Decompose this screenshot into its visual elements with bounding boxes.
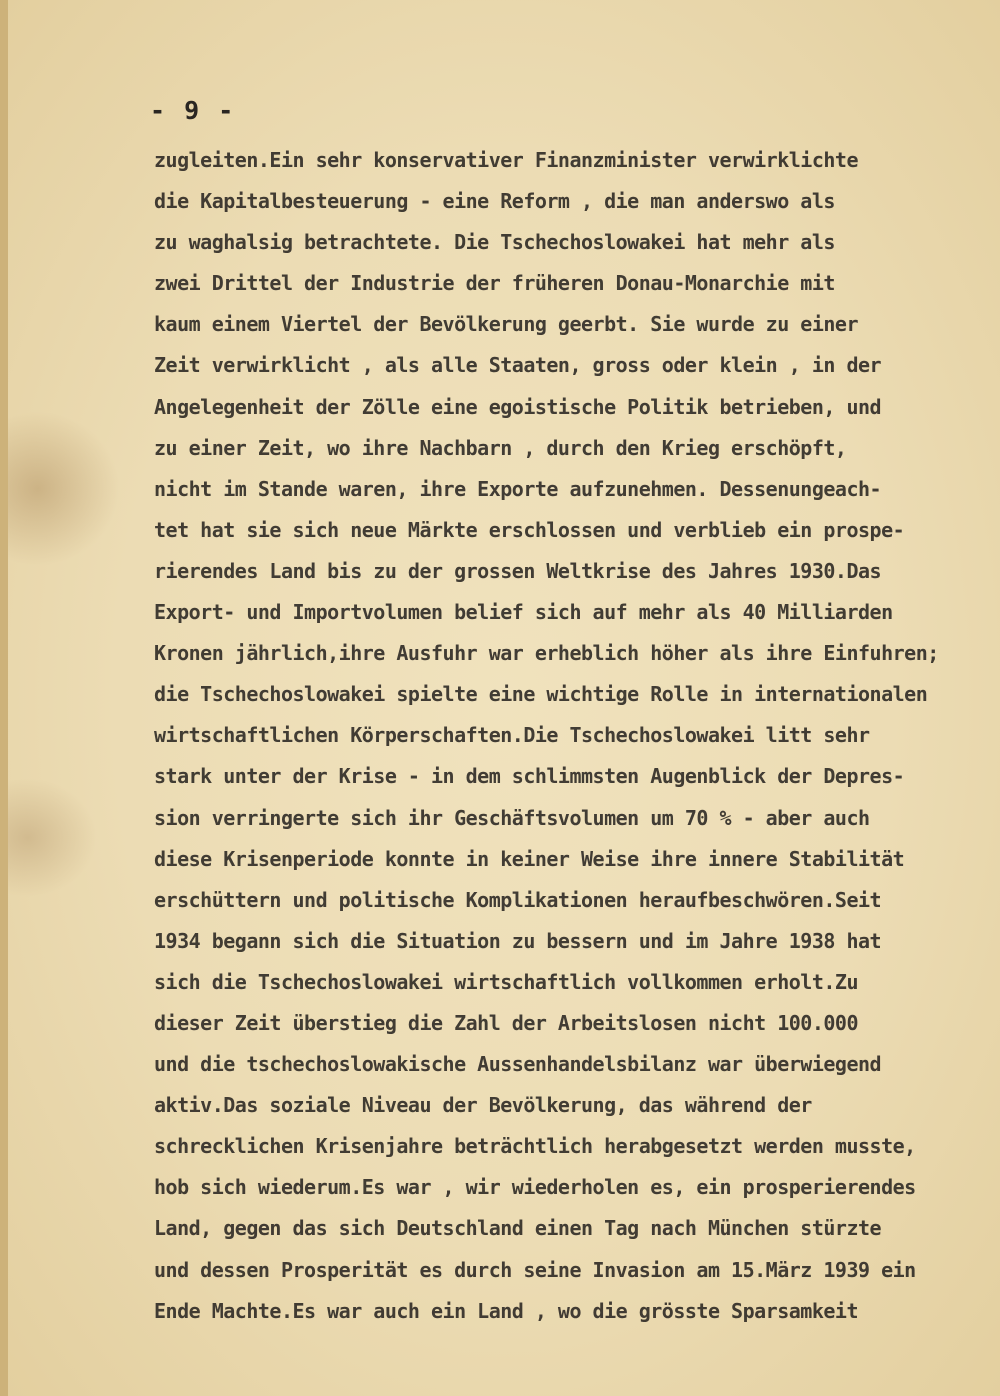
text-line: nicht im Stande waren, ihre Exporte aufzunehmen. Dessenungeach- xyxy=(154,476,882,501)
text-line: Angelegenheit der Zölle eine egoistische Politik betrieben, und xyxy=(154,394,882,419)
text-line: dieser Zeit überstieg die Zahl der Arbeitslosen nicht 100.000 xyxy=(154,1010,859,1035)
text-line: die Tschechoslowakei spielte eine wichtige Rolle in internationalen xyxy=(154,682,928,707)
text-line: die Kapitalbesteuerung - eine Reform , die man anderswo als xyxy=(154,189,835,214)
text-line: wirtschaftlichen Körperschaften.Die Tschechoslowakei litt sehr xyxy=(154,723,870,748)
text-line: erschüttern und politische Komplikationen heraufbeschwören.Seit xyxy=(154,887,882,912)
body-text xyxy=(154,140,984,1332)
text-line: Ende Machte.Es war auch ein Land , wo die grösste Sparsamkeit xyxy=(154,1298,859,1323)
text-line: und die tschechoslowakische Aussenhandelsbilanz war überwiegend xyxy=(154,1052,882,1077)
text-line: hob sich wiederum.Es war , wir wiederholen es, ein prosperierendes xyxy=(154,1175,916,1200)
text-line: Zeit verwirklicht , als alle Staaten, gross oder klein , in der xyxy=(154,353,882,378)
text-line: schrecklichen Krisenjahre beträchtlich herabgesetzt werden musste, xyxy=(154,1134,916,1159)
text-line: Export- und Importvolumen belief sich auf mehr als 40 Milliarden xyxy=(154,600,893,625)
text-line: zu einer Zeit, wo ihre Nachbarn , durch den Krieg erschöpft, xyxy=(154,435,847,460)
text-line: zwei Drittel der Industrie der früheren Donau-Monarchie mit xyxy=(154,271,835,296)
text-line: und dessen Prosperität es durch seine Invasion am 15.März 1939 ein xyxy=(154,1257,916,1282)
text-line: kaum einem Viertel der Bevölkerung geerbt. Sie wurde zu einer xyxy=(154,312,859,337)
text-line: 1934 begann sich die Situation zu bessern und im Jahre 1938 hat xyxy=(154,928,882,953)
text-line: zugleiten.Ein sehr konservativer Finanzminister verwirklichte xyxy=(154,148,859,172)
text-line: sion verringerte sich ihr Geschäftsvolumen um 70 % - aber auch xyxy=(154,805,870,830)
page-number: - 9 - xyxy=(150,96,236,125)
text-line: diese Krisenperiode konnte in keiner Weise ihre innere Stabilität xyxy=(154,846,905,871)
text-line: zu waghalsig betrachtete. Die Tschechoslowakei hat mehr als xyxy=(154,230,835,255)
text-line: rierendes Land bis zu der grossen Weltkrise des Jahres 1930.Das xyxy=(154,558,882,583)
text-line: aktiv.Das soziale Niveau der Bevölkerung, das während der xyxy=(154,1093,812,1118)
text-line: Land, gegen das sich Deutschland einen Tag nach München stürzte xyxy=(154,1216,882,1241)
text-line: Kronen jährlich,ihre Ausfuhr war erheblich höher als ihre Einfuhren; xyxy=(154,641,939,666)
text-line: tet hat sie sich neue Märkte erschlossen und verblieb ein prospe- xyxy=(154,517,905,542)
text-line: sich die Tschechoslowakei wirtschaftlich vollkommen erholt.Zu xyxy=(154,969,859,994)
text-line: stark unter der Krise - in dem schlimmsten Augenblick der Depres- xyxy=(154,764,905,789)
